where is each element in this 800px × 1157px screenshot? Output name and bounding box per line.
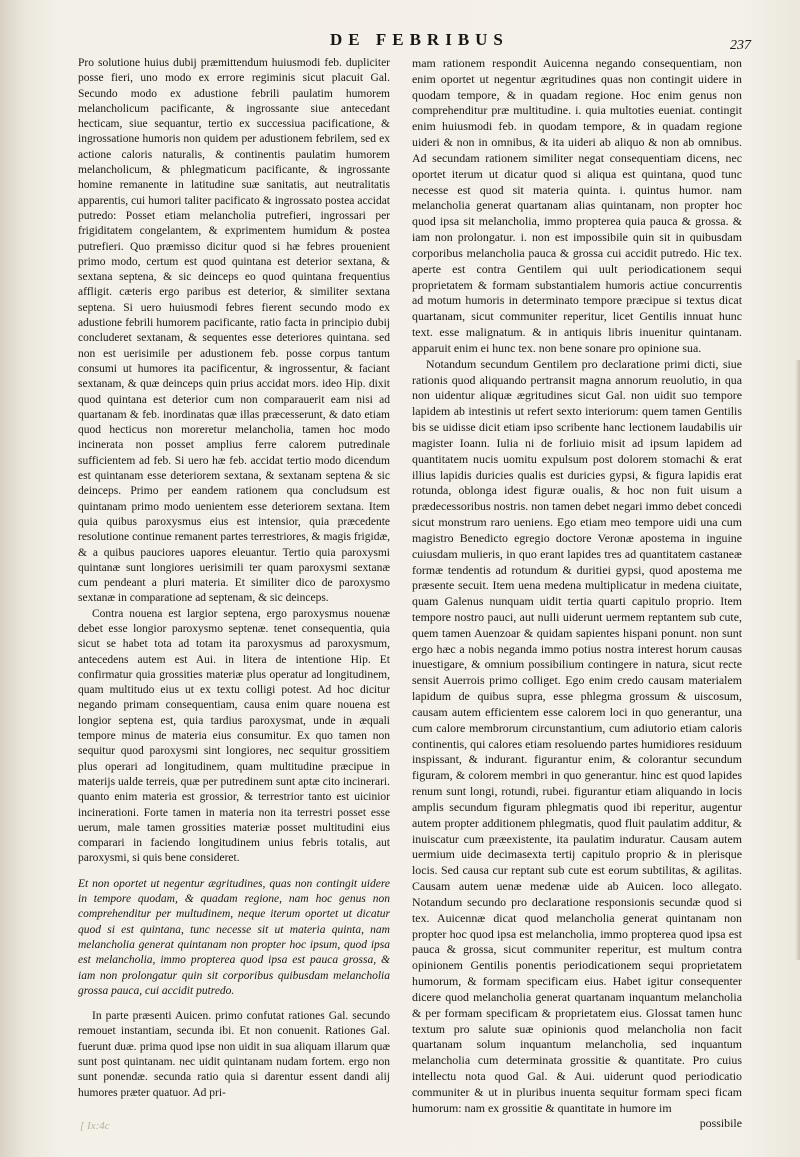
right-column-paragraph: possibile [699, 1116, 742, 1131]
left-column-paragraph: Et non oportet ut negentur ægritudines, quas non contingit uidere in tempore quodam, & quadam regione, nam hoc genus non comprehenditur per multudinem, neque iterum oportet ut dicatur quod si est quintana, tunc necesse sit ut materia quinta, nam melancholia generat quintanam non propter hoc ipsum, quod ipsa est melancholia, immo propterea quod ipsa est pauca grossa, & iam non prolongatur quin sit corporibus quibusdam melancholia grossa pauca, cui accidit putredo. [78, 877, 390, 997]
left-column-paragraph: Pro solutione huius dubij præmittendum huiusmodi feb. dupliciter posse fieri, uno modo ex errore regiminis sicut placuit Gal. Secundo modo ex adustione febrili paulatim humorem melancholicum pacificante, & ingrossante siue antecedant hecticam, siue sequantur, tertio ex successiua pacificatione, & ingrossatione humoris non quidem per adustionem febrilem, sed ex actione caloris naturalis, & continentis paulatim humorem melancholicum, & phlegmaticum pacificante, & ingrossante homine remanente in latitudine suæ sanitatis, aut neutralitatis apparentis, cui humori taliter pacificato & ingrossato postea accidat putredo: Posset etiam melancholia putrefieri, ingrossari per frigiditatem congelantem, & exprimentem humidum & postea putrefieri. Quo præmisso dicitur quod si hæ febres prouenient primo modo, certum est quod quintana est deterior sextana, & sextana septena, & sic deinceps eo quod quintana frequentius affligit. cæteris ergo paribus est deterior, & similiter sextana septena. Si uero huiusmodi febres fierent secundo modo ex adustione febrili humorem pacificante, ratio facta in principio dubij concluderet sextanam, & sequentes esse deteriores quintana. sed non est uerisimile per adustionem feb. posse corpus tantum consumi ut humores ita pacificentur, & ingrossentur, & faciant sextanam, & quæ deinceps quin prius accidat mors. ideo Hip. dixit quod quintana est deterior cum non comparauerit eam nisi ad quartanam & feb. inordinatas quæ illas præcesserunt, & dato etiam quod hecticus non moreretur melancholia, tamen hoc modo incinerata non posset amplius ferre calorem putredinale sufficientem ad feb. Si uero hæ feb. accidat tertio modo dicendum est quintanam esse deteriorem sextana, & sextanam septena & sic deinceps. Primo per eandem rationem qua concludsum est quintanam primo modo uenientem esse deteriorem sextana. Item quia quibus paroxysmus eius est intensior, quia præcedente resolutione continue remanent partes terrestriores, & magis frigidæ, & a quibus pauciores uapores eleuantur. Tertio quia paroxysmi quintanæ sunt longiores uerisimili ter quam paroxysmi sextanæ cum pendeant a pluri materia. Et similiter dico de paroxysmo sextanæ in comparatione ad septenam, & sic deinceps. [78, 57, 390, 605]
bleed-through-mark: [ Ix:4c [80, 1120, 110, 1132]
left-column [78, 56, 390, 1101]
left-column-paragraph: In parte præsenti Auicen. primo confutat rationes Gal. secundo remouet instantiam, secunda ibi. Et non conuenit. Rationes Gal. fuerunt duæ. prima quod ipse non uidit in sua aliquam illarum quæ sunt post quintanam. nec uidit quintanam nudam fortem. ergo non sunt ponendæ. secunda ratio quia si darentur essent dandi alij humores præter quatuor. Ad pri- [78, 1010, 390, 1099]
left-column-paragraph: Contra nouena est largior septena, ergo paroxysmus nouenæ debet esse longior paroxysmo septenæ. tenet consequentia, quia sicut se habet tota ad totam ita paroxysmus ad paroxysmum, antecedens autem est Aui. in litera de intentione Hip. Et confirmatur quia grossities materiæ plus operatur ad longitudinem, quam multitudo eius ut ex textu colligi potest. Ad hoc dicitur negando primam consequentiam, causa enim quare nouena est longior septena est, quia tardius paroxysmat, unde in æquali tempore minus de materia eius consumitur. Ex quo tamen non sequitur quod paroxysmi sint longiores, nec sequitur grossitiem plus operari ad longitudinem, quam multitudine præcipue in materijs ualde terreis, quæ per putredinem sunt aptæ cito incinerari. quanto enim materia est grossior, & terrestrior tanto est uicinior incinerationi. Forte tamen in materia non ita terrestri posset esse uerum, male tamen grossities materiæ posset multitudini eius comparari in faciendo longitudinem unius febris totalis, aut paroxysmi, si quis bene consideret. [78, 607, 390, 865]
page-number: 237 [730, 38, 751, 53]
right-column [412, 56, 742, 1132]
page-edge-shadow [795, 360, 800, 960]
right-column-paragraph: Notandum secundum Gentilem pro declaratione primi dicti, siue rationis quod aliquando pertransit magna annorum reuolutio, in qua non uidentur aliquæ ægritudines sicut Gal. non uidit suo tempore lapidem ab intestinis ut refert sexto interiorum: quem tamen Gentilis bis se uidisse dicit etiam ipso scribente hanc lectionem laudabilis uir magister Ioann. Iulia ni de forliuio misit ad ipsum lapidem ad quantitatem nucis uomitu expulsum post dolorem stomachi & erat illius lapidis duricies qualis est duricies gypsi, & figura lapidis erat rotunda, oblonga idest figuræ oualis, & hoc non fuit uisum a prædecessoribus nostris. non tamen debet negari immo debet concedi sicut monstrum raro ueniens. Ego etiam meo tempore uidi una cum magistro Benedicto egregio doctore Veronæ apostema in inguine cuiusdam mulieris, in quo erant lapides tres ad quantitatem castaneæ formæ tendentis ad rotundum & duritiei gypsi, quod apostema me præsente secuit. Item uena medena multiplicatur in medena ciuitate, quam Galenus nunquam uidit tertia quarti capitulo proprio. Item tempore nostro pauci, aut nulli uiderunt uermem reptantem sub cute, quem tamen Auenzoar & quidam sapientes hispani ponunt. non sunt ergo hæc a nobis neganda immo potius nostra interest horum causas inuestigare, & omnium possibilium contingere in natura, sicut recte sensit Auerrois primo colliget. Ego enim credo causam materialem lapidum de quibus supra, esse phlegma grossum & uiscosum, causam autem efficientem esse calorem loci in quo generantur, una cum calore membrorum circunstantium, cum adiutorio etiam caloris continentis, qui calores etiam resoluendo partes humidiores residuum inspissant, & indurant. figurantur enim, & colorantur secundum figuram, & colorem membri in quo generantur. hinc est quod lapides renum sunt longi, rotundi, rubei. figurantur etiam aliquando in locis amplis secundum figuram phlegmatis quod ibi reperitur, augentur autem propter additionem phlegmatis, quod fluit paulatim additur, & inuiscatur cum præexistente, ita paulatim induratur. Causam autem uermium uide decimasexta tertij capitulo proprio & in plerisque locis. Sed causa cur reptant sub cute est eorum subtilitas, & agilitas. Causam autem uenæ medenæ uide ab Auicen. loco allegato. Notandum secundo pro declaratione responsionis secundæ quod si tex. Auicennæ dicat quod melancholia generat quintanam non propter hoc quod ipsa est melancholia, immo propterea quod ipsa est pauca & grossa, sicut communiter reperitur, est multum contra opinionem Gentilis ponentis periodicationem sequi proprietatem humorum, & formam specificam eius. Habet igitur consequenter dicere quod melancholia generat quartanam inquantum melancholia & per formam specificam & proprietatem eius. Glossat tamen hunc textum pro salute suæ opinionis quod melancholia non facit quartanam solum inquantum melancholia, sed inquantum melancholia cum determinata grossitie & quantitate. Pro cuius intellectu nota quod Gal. & Aui. uiderunt quod periodicatio communiter & ut in pluribus inuenta sequitur formam speci ficam humorum: nam ex grossitie & quantitate in humore im [412, 356, 742, 1115]
right-column-paragraph: mam rationem respondit Auicenna negando consequentiam, non enim oportet ut negentur ægritudines quas non contingit uidere in quodam tempore, & in quadam regione. Hoc enim genus non comprehenditur præ multitudine. i. quia multoties eueniat. contingit enim huiusmodi feb. in quodam tempore, & in quadam regione uideri & non in omnibus, & ita uideri ab aliquo & non ab omnibus. Ad secundam rationem similiter negat consequentiam dicens, nec oportet iterum ut dicatur quod si aliqua est quintana, quod tunc necesse est quod sit materia quinta. i. quintus humor. nam melancholia generat quartanam alias quintanam, non propter hoc quod ipsa sit melancholia, immo propterea quia pauca & grossa. & iam non prolongatur. i. non est impossibile quin sit in quibusdam corporibus melancholia pauca & grossa cui accidit putredo. Hic tex. aperte est contra Gentilem qui uult periodicationem sequi proprietatem & formam substantialem humoris actiue concurrentis ad motum humoris in determinato tempore præcipue si textus dicat quartanam, sicut communiter reperitur, licet Gentilis innuat hunc text. esse malignatum. & in antiquis libris inuenitur quintanam. apparuit enim ei hunc tex. non bene sonare pro opinione sua. [412, 56, 742, 355]
running-title: DE FEBRIBUS [330, 30, 509, 49]
